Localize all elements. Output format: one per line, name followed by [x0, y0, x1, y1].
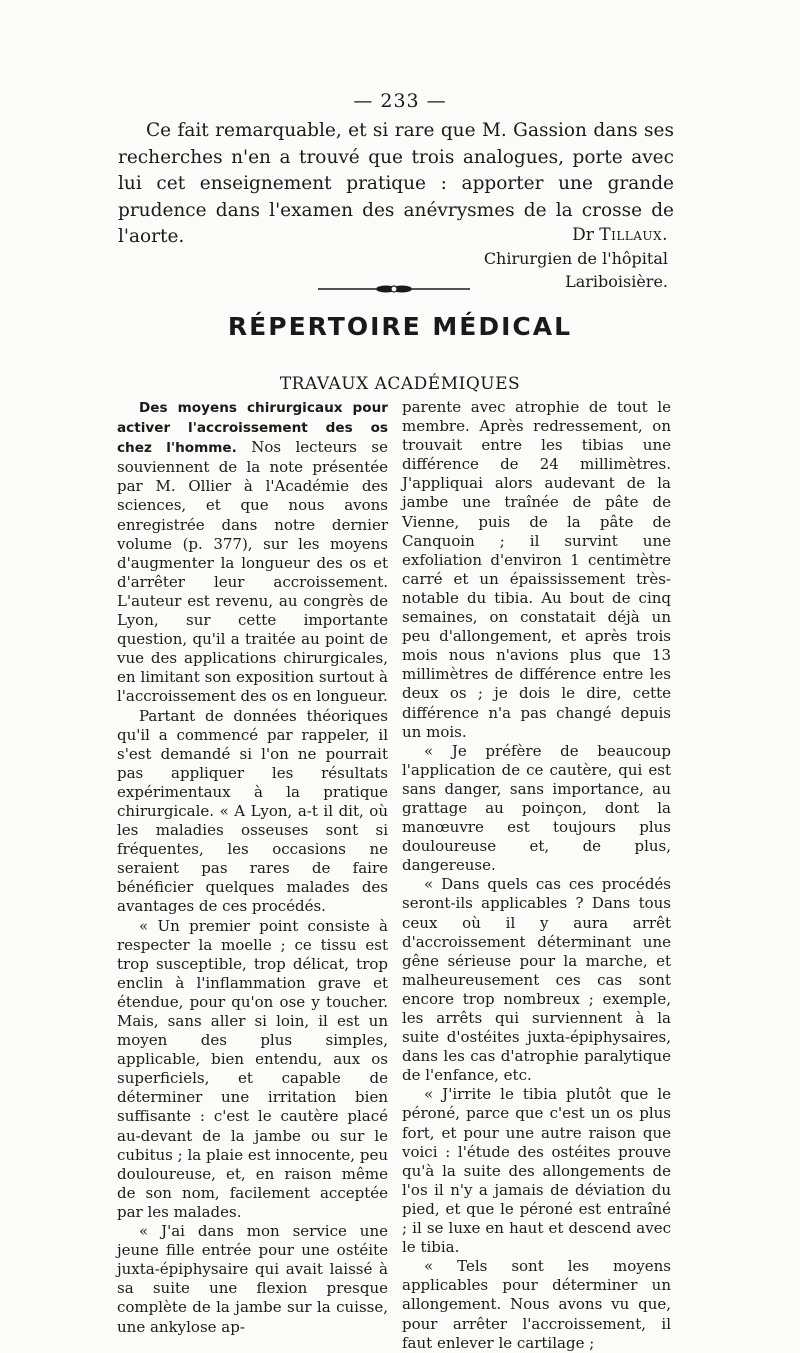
article-paragraph: Partant de données théoriques qu'il a commencé par rappeler, il s'est demandé si l'on ne pourrait pas appliquer les résultats expérimentaux à la pratique chirurgicale. « A Lyon, a-t il dit, où les maladies osseuses sont si fréquentes, les occasions ne seraient pas rares de faire bénéficier quelques malades des avantages de ces procédés.: [117, 706, 388, 916]
article-paragraph: parente avec atrophie de tout le membre. Après redressement, on trouvait entre les tibias une différence de 24 millimètres. J'appliquai alors audevant de la jambe une traînée de pâte de Vienne, puis de la pâte de Canquoin ; il survint une exfoliation d'environ 1 centimètre carré et un épaississement très-notable du tibia. Au bout de cinq semaines, on constatait déjà un peu d'allongement, et après trois mois nous n'avions plus que 13 millimètres de différence entre les deux os ; je dois le dire, cette différence n'a pas changé depuis un mois.: [402, 398, 671, 741]
ornament-divider-icon: [316, 280, 472, 298]
article-paragraph: « J'irrite le tibia plutôt que le péroné, parce que c'est un os plus fort, et pour une autre raison que voici : l'étude des ostéites prouve qu'à la suite des allongements de l'os il n'y a jamais de déviation du pied, et que le péroné est entraîné ; il se luxe en haut et descend avec le tibia.: [402, 1085, 671, 1257]
article-paragraph: « Un premier point consiste à respecter la moelle ; ce tissu est trop susceptible, trop délicat, trop enclin à l'inflammation grave et étendue, pour qu'on ose y toucher. Mais, sans aller si loin, il est un moyen des plus simples, applicable, bien entendu, aux os superficiels, et capable de déterminer une irritation bien suffisante : c'est le cautère placé au-devant de la jambe ou sur le cubitus ; la plaie est innocente, peu douloureuse, et, en raison même de son nom, facilement acceptée par les malades.: [117, 916, 388, 1221]
article-paragraph: « Tels sont les moyens applicables pour déterminer un allongement. Nous avons vu que, pour arrêter l'accroissement, il faut enlever le cartilage ;: [402, 1257, 671, 1352]
article-paragraph: « Je préfère de beaucoup l'application de ce cautère, qui est sans danger, sans importance, au grattage au poinçon, dont la manœuvre est toujours plus douloureuse et, de plus, dangereuse.: [402, 741, 671, 875]
author-title: Dr: [572, 225, 594, 245]
intro-paragraph: Ce fait remarquable, et si rare que M. Gassion dans ses recherches n'en a trouvé que trois analogues, porte avec lui cet enseignement pratique : apporter une grande prudence dans l'examen des anévrysmes de la crosse de l'aorte.: [118, 120, 674, 247]
subsection-title: TRAVAUX ACADÉMIQUES: [279, 374, 521, 394]
right-column: [402, 398, 671, 1353]
author-name: Tillaux.: [599, 225, 668, 245]
left-column: [117, 398, 388, 1337]
author-line: [380, 224, 668, 247]
section-title: RÉPERTOIRE MÉDICAL: [227, 312, 573, 341]
page-number: — 233 —: [353, 90, 447, 112]
article-paragraph: « Dans quels cas ces procédés seront-ils applicables ? Dans tous ceux où il y aura arrêt d'accroissement déterminant une gêne sérieuse pour la marche, et malheureusement ces cas sont encore trop nombreux ; exemple, les arrêts qui surviennent à la suite d'ostéites juxta-épiphysaires, dans les cas d'atrophie paralytique de l'enfance, etc.: [402, 875, 671, 1085]
article-paragraph: [117, 398, 388, 707]
author-position: Chirurgien de l'hôpital Lariboisière.: [483, 249, 668, 291]
article-paragraph: « J'ai dans mon service une jeune fille entrée pour une ostéite juxta-épiphysaire qui avait laissé à sa suite une flexion presque complète de la jambe sur la cuisse, une ankylose ap-: [117, 1222, 388, 1336]
article-intro-text: Nos lecteurs se souviennent de la note présentée par M. Ollier à l'Académie des sciences, et que nous avons enregistrée dans notre dernier volume (p. 377), sur les moyens d'augmenter la longueur des os et d'arrêter leur accroissement. L'auteur est revenu, au congrès de Lyon, sur cette importante question, qu'il a traitée au point de vue des applications chirurgicales, en limitant son exposition surtout à l'accroissement des os en longueur.: [117, 438, 388, 706]
article-lead-heading: Des moyens chirurgicaux pour activer l'accroissement des os chez l'homme.: [117, 400, 388, 457]
